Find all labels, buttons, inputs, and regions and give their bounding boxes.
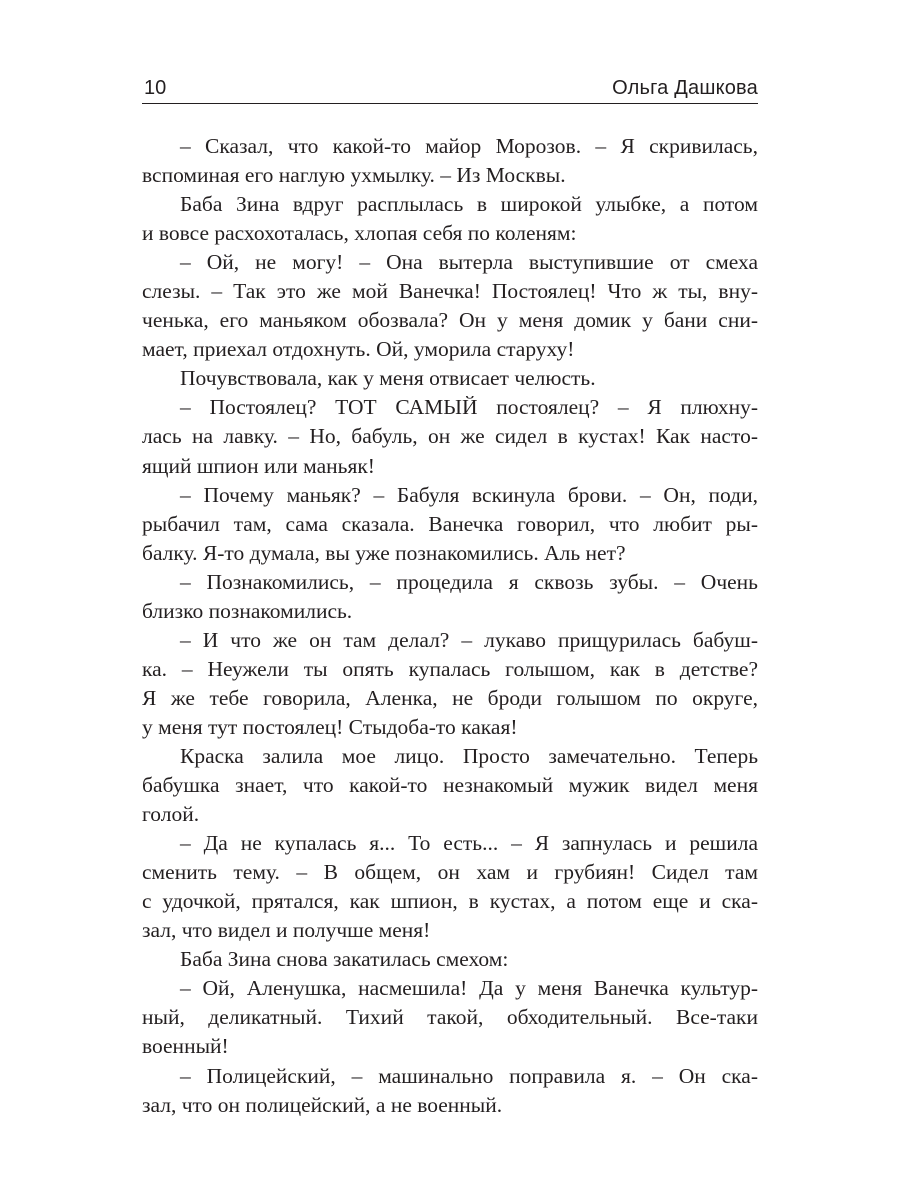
text-line: бабушка знает, что какой-то незнакомый мужик видел меня [142,773,758,798]
text-line: – Постоялец? ТОТ САМЫЙ постоялец? – Я плюхну- [180,395,758,420]
text-line: Баба Зина вдруг расплылась в широкой улыбке, а потом [180,192,758,217]
text-line: Почувствовала, как у меня отвисает челюсть. [180,366,596,391]
text-line: у меня тут постоялец! Стыдоба-то какая! [142,714,518,739]
text-line: с удочкой, прятался, как шпион, в кустах, а потом еще и ска- [142,889,758,914]
body-text [142,132,758,1120]
text-line: мает, приехал отдохнуть. Ой, уморила старуху! [142,337,575,362]
text-line: зал, что видел и получше меня! [142,918,431,943]
text-line: ка. – Неужели ты опять купалась голышом, как в детстве? [142,656,758,681]
text-line: – Сказал, что какой-то майор Морозов. – Я скривилась, [180,134,758,158]
author-name: Ольга Дашкова [612,77,758,99]
text-line: зал, что он полицейский, а не военный. [142,1092,503,1117]
text-line: – Да не купалась я... То есть... – Я запнулась и решила [180,831,758,856]
running-header [142,73,758,104]
text-line: близко познакомились. [142,598,353,623]
text-line: Я же тебе говорила, Аленка, не броди голышом по округе, [142,685,758,710]
page-number: 10 [144,77,167,99]
text-line: – Познакомились, – процедила я сквозь зубы. – Очень [180,569,758,594]
text-line: слезы. – Так это же мой Ванечка! Постоялец! Что ж ты, вну- [142,279,758,304]
text-line: ченька, его маньяком обозвала? Он у меня домик у бани сни- [142,308,758,333]
text-line: – Ой, не могу! – Она вытерла выступившие от смеха [180,250,758,275]
text-line: – И что же он там делал? – лукаво прищурилась бабуш- [180,627,758,652]
book-page [142,0,758,1200]
text-line: Баба Зина снова закатилась смехом: [180,947,509,972]
text-line: ящий шпион или маньяк! [142,453,375,478]
text-line: военный! [142,1034,229,1059]
text-line: лась на лавку. – Но, бабуль, он же сидел в кустах! Как насто- [142,424,758,449]
text-line: – Почему маньяк? – Бабуля вскинула брови. – Он, поди, [180,482,758,507]
text-line: – Полицейский, – машинально поправила я. – Он ска- [180,1063,758,1088]
text-line: голой. [142,802,200,827]
text-line: балку. Я-то думала, вы уже познакомились. Аль нет? [142,540,626,565]
text-line: – Ой, Аленушка, насмешила! Да у меня Ванечка культур- [180,976,758,1001]
text-line: вспоминая его наглую ухмылку. – Из Москвы. [142,163,566,188]
text-line: Краска залила мое лицо. Просто замечательно. Теперь [180,743,758,768]
text-line: рыбачил там, сама сказала. Ванечка говорил, что любит ры- [142,511,758,536]
text-line: ный, деликатный. Тихий такой, обходительный. Все-таки [142,1005,758,1030]
text-line: сменить тему. – В общем, он хам и грубиян! Сидел там [142,860,758,885]
text-line: и вовсе расхохоталась, хлопая себя по коленям: [142,221,577,246]
